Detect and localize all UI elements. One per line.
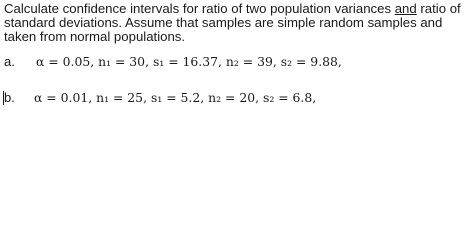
- part-b: [4, 90, 316, 105]
- part-b-marker: b.: [4, 90, 15, 105]
- underlined-word: and: [394, 1, 417, 16]
- part-a-marker: a.: [4, 54, 15, 69]
- part-a-expression: α = 0.05, n₁ = 30, s₁ = 16.37, n₂ = 39, s₂ = 9.88,: [36, 54, 342, 69]
- part-a: [4, 54, 342, 69]
- question-text-start: Calculate confidence intervals for ratio of two population variances: [4, 1, 395, 16]
- part-b-expression: α = 0.01, n₁ = 25, s₁ = 5.2, n₂ = 20, s₂ = 6.8,: [34, 90, 317, 105]
- question-text-end: ratio of standard deviations. Assume that samples are simple random samples and taken from normal populations.: [4, 1, 461, 45]
- question-text: [4, 2, 472, 45]
